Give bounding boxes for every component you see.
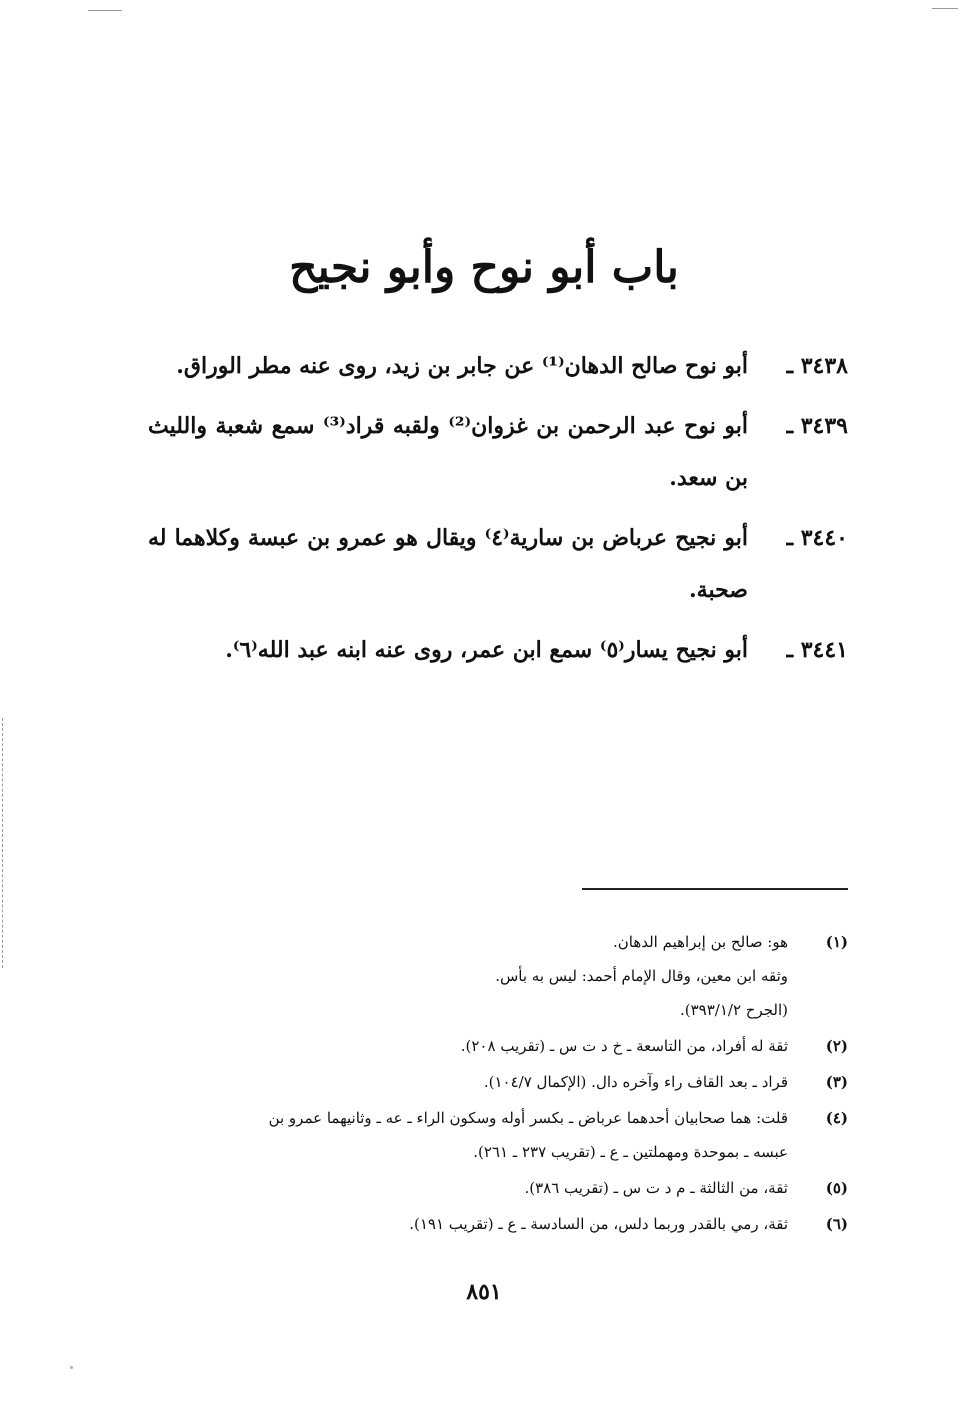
footnote: [148, 925, 848, 1027]
footnote-number: (٣): [825, 1073, 848, 1091]
footnote-line: ثقة له أفراد، من التاسعة ـ خ د ت س ـ (تقريب ٢٠٨).: [460, 1037, 788, 1055]
entry: [148, 512, 848, 616]
footnote-number: (٦): [825, 1215, 848, 1233]
entry: [148, 624, 848, 676]
entry: [148, 340, 848, 392]
footnote: [148, 1065, 848, 1099]
footnote-number: (٢): [825, 1037, 848, 1055]
scan-mark: [932, 8, 958, 9]
footnote-line: ثقة، من الثالثة ـ م د ت س ـ (تقريب ٣٨٦).: [524, 1179, 788, 1197]
entry-number: ٣٤٤١ ـ: [786, 637, 848, 663]
scan-edge-mark: [2, 718, 3, 968]
footnote-number: (٤): [825, 1109, 848, 1127]
footnote-line: قراد ـ بعد القاف راء وآخره دال. (الإكمال ١٠٤/٧).: [483, 1073, 788, 1091]
footnote-line: (الجرح ٣٩٣/١/٢).: [679, 1001, 788, 1019]
footnote-line: هو: صالح بن إبراهيم الدهان.: [612, 933, 788, 951]
page-number: ٨٥١: [466, 1279, 502, 1305]
entry-text: أبو نوح عبد الرحمن بن غزوان⁽²⁾ ولقبه قراد⁽³⁾ سمع شعبة والليث بن سعد.: [148, 413, 748, 491]
footnote-line: وثقه ابن معين، وقال الإمام أحمد: ليس به بأس.: [495, 967, 788, 985]
entry-text: أبو نجيح يسار⁽٥⁾ سمع ابن عمر، روى عنه ابنه عبد الله⁽٦⁾.: [225, 637, 748, 663]
footnote-number: (٥): [825, 1179, 848, 1197]
footnote-line: عبسه ـ بموحدة ومهملتين ـ ع ـ (تقريب ٢٣٧ ـ ٢٦١).: [473, 1143, 788, 1161]
entry-text: أبو نجيح عرباض بن سارية⁽٤⁾ ويقال هو عمرو بن عبسة وكلاهما له صحبة.: [148, 525, 748, 603]
footnote: [148, 1207, 848, 1241]
footnote: [148, 1171, 848, 1205]
scan-speck: [70, 1366, 73, 1369]
footnote-line: قلت: هما صحابيان أحدهما عرباض ـ بكسر أوله وسكون الراء ـ عه ـ وثانيهما عمرو بن: [268, 1109, 788, 1127]
entry: [148, 400, 848, 504]
footnote-number: (١): [825, 933, 848, 951]
footnote-line: ثقة، رمي بالقدر وربما دلس، من السادسة ـ ع ـ (تقريب ١٩١).: [409, 1215, 788, 1233]
entry-number: ٣٤٣٩ ـ: [786, 413, 848, 439]
footnote-separator: [582, 888, 848, 890]
entry-number: ٣٤٣٨ ـ: [786, 353, 848, 379]
entry-number: ٣٤٤٠ ـ: [786, 525, 848, 551]
footnote: [148, 1029, 848, 1063]
footnotes-list: [148, 925, 848, 1243]
chapter-title: باب أبو نوح وأبو نجيح: [289, 242, 679, 293]
entries-list: [148, 340, 848, 684]
footnote: [148, 1101, 848, 1169]
entry-text: أبو نوح صالح الدهان⁽¹⁾ عن جابر بن زيد، روى عنه مطر الوراق.: [176, 353, 748, 379]
scan-mark: [88, 10, 122, 11]
